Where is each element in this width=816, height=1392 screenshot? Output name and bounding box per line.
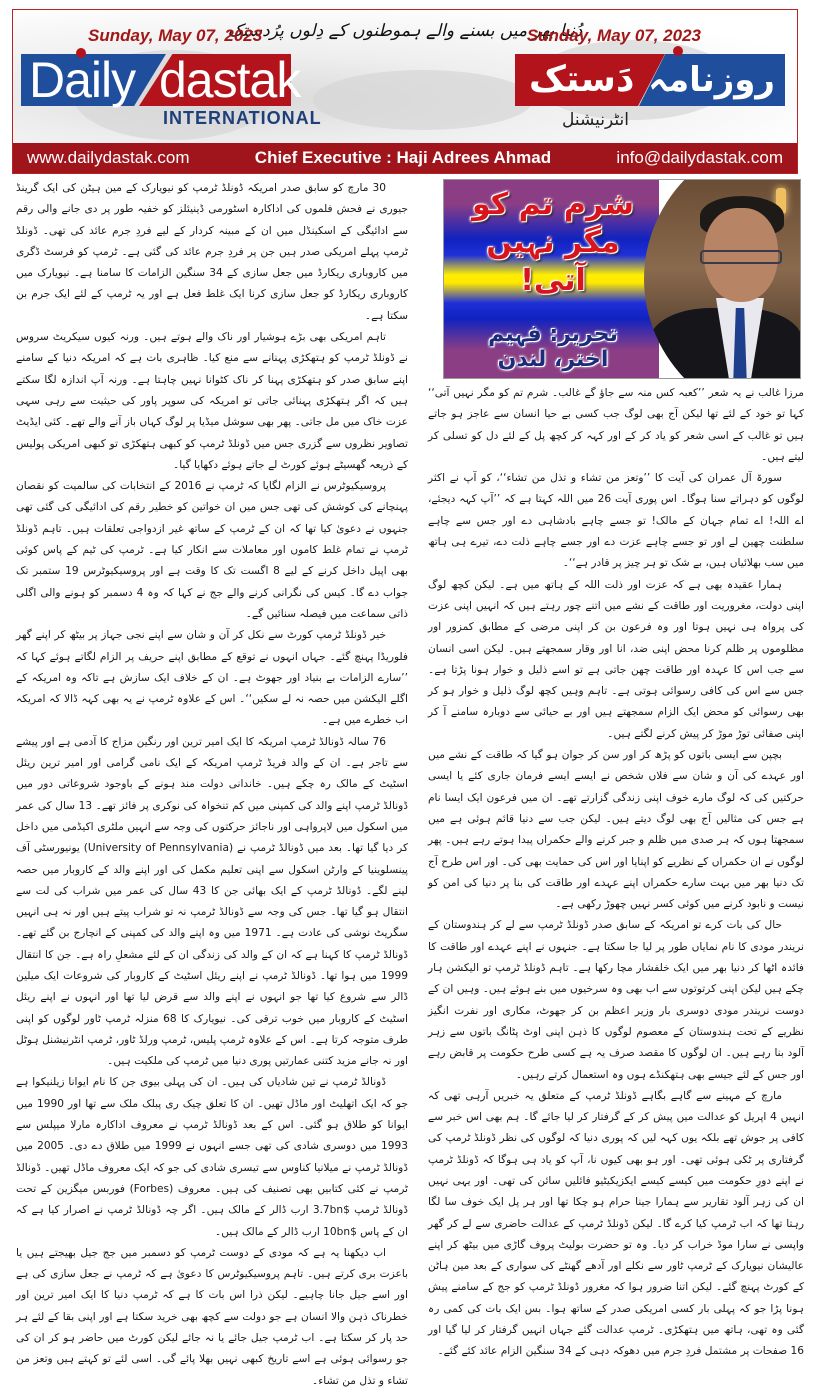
logo-english[interactable] — [21, 52, 301, 108]
article-paragraph: 30 مارچ کو سابق صدر امریکہ ڈونلڈ ٹرمپ کو نیویارک کے مین ہیٹن کی ایک گرینڈ جیوری نے فحش فلموں کی اداکارہ اسٹورمی ڈینیئلز کو خفیہ طور پر دی جانے والی رقم سے ادائیگی کے اسکینڈل میں ان کے مبینہ کردار کے لیے فردِ جرم عائد کی تھی۔ ڈونلڈ ٹرمپ پہلے امریکی صدر ہیں جن پر فردِ جرم عائد کی گئی ہے۔ ٹرمپ کو فرسٹ ڈگری میں کاروباری ریکارڈ میں جعل سازی کے 34 سنگین الزامات کا سامنا ہے۔ نیویارک میں کاروباری ریکارڈ کو جعل سازی کرنا ایک غلط فعل ہے اور یہ ٹرمپ کے لئے ایک جرم بن سکتا ہے۔ — [16, 182, 409, 322]
article-paragraph: خیر ڈونلڈ ٹرمپ کورٹ سے نکل کر آن و شان سے اپنے نجی جہاز پر بیٹھ کر اپنے گھر فلوریڈا پہنچ گئے۔ جہاں انہوں نے توقع کے مطابق اپنے حریف پر الزام لگاتے ہوئے کہا کہ ’’سارے الزامات بے بنیاد اور جھوٹ ہے۔ ان کے خلاف ایک سازش ہے تاکہ وہ امریکہ کے اگلے الیکشن میں حصہ نہ لے سکیں‘‘۔ اس کے علاوہ ٹرمپ نے یہ بھی کہہ ڈالا کہ امریکہ اب خطرے میں ہے۔ — [16, 629, 408, 727]
article-paragraph: ڈونالڈ ٹرمپ نے تین شادیاں کی ہیں۔ ان کی پہلی بیوی جن کا نام ایوانا زیلنیکوا ہے جو کہ ایک اتھلیٹ اور ماڈل تھیں۔ ان کا تعلق چیک ری پبلک ملک سے تھا اور 1990 میں ایوانا کو طلاق ہو گئی۔ اس کے بعد ڈونالڈ ٹرمپ نے معروف اداکارہ مارلا میپلس سے 1993 میں دوسری شادی کی تھی جسے انہوں نے 1999 میں طلاق دے دی۔ 2005 میں ڈونالڈ ٹرمپ نے میلانیا کناوس سے تیسری شادی کی جو کہ ایک معروف ماڈل تھیں۔ ڈونالڈ ٹرمپ نے کئی کتابیں بھی تصنیف کی ہیں۔ معروف (Forbes) فوربس میگزین کے تحت ڈونالڈ ٹرمپ $3.7bn ارب ڈالر کے مالک ہیں۔ اگر چہ ڈونالڈ ٹرمپ نے اصرار کیا ہے کہ ان کے پاس $10bn ارب ڈالر کے مالک ہیں۔ — [16, 1076, 409, 1238]
article-paragraph: ہمارا عقیدہ بھی ہے کہ عزت اور ذلت اللہ کے ہاتھ میں ہے۔ لیکن کچھ لوگ اپنی دولت، مغروریت اور طاقت کے نشے میں اتنے چور رہتے ہیں کہ انہیں اپنی عزت کی پرواہ ہی نہیں ہوتا اور وہ فرعون بن کر اپنی مرضی کے مطابق کمزور اور مظلوموں پر ظلم کرنا محض اپنی ضد، انا اور وقار سمجھتے ہیں۔ لیکن اسی انسان سے جب اس کا عہدہ اور طاقت چھن جاتی ہے تو اسے ذلیل و خوار ہونا پڑتا ہے۔ جس سے اس کی کافی رسوائی ہوتی ہے۔ تاہم وہیں کچھ لوگ ذلیل و خوار ہو کر بھی رسوائی کو محض ایک الزام سمجھتے ہیں اور بے حیائی سے دوبارہ سامنے آ کر اپنی صفائی توڑ موڑ کر پیش کرنے لگتے ہیں۔ — [428, 578, 804, 740]
article-column-right — [428, 383, 804, 1363]
article-paragraph: مارچ کے مہینے سے گاہے بگاہے ڈونلڈ ٹرمپ کے متعلق یہ خبریں آرہی تھی کہ انہیں 4 اپریل کو عدالت میں پیش کر کے گرفتار کر لیا جائے گا۔ ہم بھی اس خبر سے کافی پر جوش تھے بلکہ یوں کہہ لیں کہ پوری دنیا کہ لوگوں کی نظر ڈونلڈ ٹرمپ کی گرفتاری پر ٹکی ہوئی تھی۔ اور ہو بھی کیوں نا، آپ کو یاد ہی ہوگا کہ ڈونلڈ ٹرمپ نے اپنے دورِ حکومت میں کیسے کیسے ایکزیکیٹیو فائلیں سائن کی تھی۔ اور یہی نہیں ان کی زہر آلود تقاریر سے ہمارا جینا حرام ہو چکا تھا اور ہر پل ایک خوف سا لگا رہتا تھا کہ اب ٹرمپ کیا کرے گا۔ لیکن ڈونلڈ ٹرمپ کے عدالت حاضری سے لے کر گھر واپسی نے سارا موڈ خراب کر دیا۔ وہ تو حضرت بولیٹ پروف گاڑی میں بیٹھ کر اپنے عالیشان نیویارک کے ٹرمپ ٹاور سے نکلے اور آدھے گھنٹے کی سواری کے بعد مین ہاٹن کے کورٹ پہنچ گئے۔ لیکن اتنا ضرور ہوا کہ مغرور ڈونلڈ ٹرمپ کو جج کے سامنے پیش ہونا پڑا جو کہ پہلی بار کسی امریکی صدر کے ساتھ ہوا۔ بس ایک بات کی کمی رہ گئی وہ تھی، ہاتھ میں ہتھکڑی۔ ٹرمپ عدالت گئے جہاں انہیں گرفتار کر لیا گیا اور 16 صفحات پر مشتمل فردِ جرم میں دھوکہ دہی کے 34 سنگین الزام عائد کئے گئے۔ — [428, 1089, 804, 1358]
website-link[interactable]: www.dailydastak.com — [27, 148, 190, 167]
glasses — [700, 250, 782, 264]
article-paragraph: مرزا غالب نے یہ شعر ’’کعبہ کس منہ سے جاؤ گے غالب۔ شرم تم کو مگر نہیں آتی‘‘ کہا تو خود کے لئے تھا لیکن آج بھی لوگ جب کسی بے حیا انسان سے عاجز ہو جاتے ہیں تو غالب کے اسی شعر کو یاد کر کے اور کہہ کر کچھ پل کے لئے دل کو تسلی کر لیتے ہیں۔ — [428, 387, 804, 463]
logo-daily-text: Daily — [29, 52, 136, 108]
article-paragraph: اب دیکھنا یہ ہے کہ مودی کے دوست ٹرمپ کو دسمبر میں جج جیل بھیجتے ہیں یا باعزت بری کرتے ہیں۔ تاہم پروسیکیوٹرس کا دعویٰ ہے کہ ٹرمپ نے جعل سازی کی ہے اور اسے جیل جانا چاہیے۔ لیکن ذرا اس بات کا ہے کہ ٹرمپ دنیا کا ایک امیر ترین اور خطرناک ذہن والا انسان ہے جو دولت سے کچھ بھی خرید سکتا ہے اور اپنی بقا کے لئے ہر حد پار کر سکتا ہے۔ اب ٹرمپ جیل جائے یا نہ جائے لیکن کورٹ میں حاضر ہو کر ان کی جو رسوائی ہوئی ہے اسے تاریخ کبھی نہیں بھلا پائے گی۔ اسی لئے تو کہتے ہیں وتعز من تشاء و تذل من تشاء۔ — [16, 1246, 408, 1387]
logo-urdu[interactable] — [515, 54, 785, 106]
column-byline: تحریر: فہیم اختر، لندن — [488, 322, 618, 372]
date-right: Sunday, May 07, 2023 — [526, 26, 701, 45]
info-bar — [13, 143, 797, 173]
author-photo — [644, 180, 801, 378]
date-left: Sunday, May 07, 2023 — [88, 26, 263, 45]
logo-english-subtitle: INTERNATIONAL — [163, 108, 322, 128]
masthead — [12, 9, 798, 174]
article-paragraph: پروسیکیوٹرس نے الزام لگایا کہ ٹرمپ نے 2016 کے انتخابات کی سالمیت کو نقصان پہنچانے کی کوشش کی تھی جس میں ان خواتین کو خطیر رقم کی ادائیگی کی گئی تھی جنہوں نے دعویٰ کیا تھا کہ ان کے ٹرمپ کے ساتھ غیر ازدواجی تعلقات ہیں۔ تاہم ڈونلڈ ٹرمپ نے تمام غلط کاموں اور معاملات سے انکار کیا ہے۔ ٹرمپ کی ٹیم کے پاس کوئی بھی اپیل داخل کرنے کے لیے 8 اگست تک کا وقت ہے اور پروسیکیوٹرس 19 ستمبر تک جواب دے گا۔ کیس کی نگرانی کرنے والے جج نے کہا کہ وہ 4 دسمبر کو ہونے والی اگلی ذاتی سماعت میں فیصلہ سنائیں گے۔ — [16, 480, 408, 620]
masthead-tagline: دُنیا بھر میں بسنے والے ہموطنوں کے دِلوں پرُدستک — [227, 21, 583, 41]
article-paragraph: سورۃ آل عمران کی آیت کا ’’وتعز من تشاء و تذل من تشاء‘‘، کو آپ نے اکثر لوگوں کو دہراتے سنا ہوگا۔ اس پوری آیت 26 میں اللہ کہتا ہے کہ ’’آپ کہہ دیجئے، اے اللہ! اے تمام جہان کے مالک! تو جسے چاہے بادشاہی دے اور جس سے چاہے سلطنت چھین لے اور تو جسے چاہے عزت دے اور جسے چاہے ذلت دے، تیرے ہی ہاتھ میں سب بھلائیاں ہیں، بے شک تو ہر چیز پر قادر ہے‘‘۔ — [428, 472, 804, 570]
logo-urdu-roznama-text: روزنامہ — [648, 60, 775, 100]
logo-urdu-subtitle: انٹرنیشنل — [562, 110, 629, 130]
world-map-background — [313, 70, 533, 130]
article-paragraph: تاہم امریکی بھی بڑے ہوشیار اور ناک والے ہوتے ہیں۔ ورنہ کیوں سیکریٹ سروس نے ڈونلڈ ٹرمپ کو ہتھکڑی پہنانے سے منع کیا۔ ظاہری بات ہے کہ امریکہ دنیا کے سامنے اپنے سابق صدر کو ہتھکڑی پہنا کر ناک کٹوانا نہیں چاہتا ہے۔ ورنہ آپ اندازہ لگا سکتے ہیں کہ اگر ہتھکڑی پہنائی جاتی تو امریکہ کی سوپر پاور کی حیثیت سے رہی سہی عزت خاک میں مل جاتی۔ پھر بھی سوشل میڈیا پر لوگ کہاں باز آنے والے تھے۔ کئی ایڈیٹ تصاویر نظروں سے گزری جس میں ڈونلڈ ٹرمپ کو کبھی ہتھکڑی تو کبھی امریکی پولیس کے ذریعہ گھسیٹے ہوئے کورٹ لے جاتے ہوئے دکھایا گیا۔ — [16, 331, 408, 471]
logo-dot — [673, 46, 683, 56]
column-title: شرم تم کو مگر نہیں آتی! — [471, 187, 635, 298]
email-link[interactable]: info@dailydastak.com — [616, 148, 783, 167]
chief-executive: Chief Executive : Haji Adrees Ahmad — [254, 148, 552, 167]
article-paragraph: بچپن سے ایسی باتوں کو پڑھ کر اور سن کر جوان ہو گیا کہ طاقت کے نشے میں اور عہدے کی آن و شان سے فلاں شخص نے ایسے ایسے فرمان جاری کئے یا ایسی حرکتیں کی کہ لوگ مارے خوف اپنی زندگی گزارتے تھے۔ ان میں فرعون ایک ایسا نام ہے جس کی مثالیں آج بھی لوگ دیتے ہیں۔ لیکن جب سے دنیا قائم ہوئی ہے میں سمجھتا ہوں کہ ہر صدی میں ظلم و جبر کرنے والے حکمراں پیدا ہوتے رہے ہیں۔ پھر لوگوں نے ان حکمراں کے نظریے کو اپنایا اور اس کی حمایت بھی کی۔ اور اس طرح آج تک دنیا بھر میں بہت سارے حکمراں اپنے عہدے اور طاقت کی بنا پر دنیا کی امن کو نیست و نابود کرنے میں کوئی کسر نہیں چھوڑ رکھی ہے۔ — [428, 749, 804, 911]
column-header-image — [443, 179, 801, 379]
article-column-left — [16, 178, 408, 1392]
article-paragraph: 76 سالہ ڈونالڈ ٹرمپ امریکہ کا ایک امیر ترین اور رنگین مزاج کا آدمی ہے اور پیشے سے تاجر ہے۔ ان کے والد فریڈ ٹرمپ امریکہ کے ایک نامی گرامی اور امیر ترین ریئل اسٹیٹ کے مالک رہ چکے ہیں۔ خاندانی دولت مند ہونے کے باوجود شروعاتی دور میں ڈونالڈ ٹرمپ اپنے والد کی کمپنی میں کم تنخواہ کی نوکری پر فائز تھے۔ 13 سال کی عمر میں اسکول میں لاپرواہی اور ناجائز حرکتوں کی وجہ سے انہیں ملٹری اکیڈمی میں داخل کر دیا گیا تھا۔ بعد میں ڈونالڈ ٹرمپ نے (University of Pennsylvania) یونیورسٹی آف پینسلوینیا کے وارٹن اسکول سے اپنی تعلیم مکمل کی اور اپنے والد کے کاروبار میں حصہ لینے لگے۔ ڈونالڈ ٹرمپ کے ایک بھائی جن کا 43 سال کی عمر میں شراب کی لت سے انتقال ہو گیا تھا۔ جس کی وجہ سے ڈونالڈ ٹرمپ نہ تو شراب پیتے ہیں اور نہ ہی انہیں سگریٹ نوشی کی عادت ہے۔ 1971 میں وہ اپنے والد کی کمپنی کے انچارج بن گئے تھے۔ ڈونالڈ ٹرمپ کا کہنا ہے کہ ان کے والد کی زندگی ان کے لئے مشعلِ راہ ہے۔ جن کا انتقال 1999 میں ہوا تھا۔ ڈونالڈ ٹرمپ نے اپنے ریئل اسٹیٹ کے کاروبار کی شروعات ایک میلین ڈالر سے شروع کیا تھا جو انہوں نے اپنے والد سے قرض لیا تھا اور انہوں نے اپنے ریئل اسٹیٹ کے کاروبار میں خوب ترقی کی۔ نیویارک کا 68 منزلہ ٹرمپ ٹاور لوگوں کو اپنی طرف متوجہ کرتا ہے۔ اس کے علاوہ ٹرمپ پلیس، ٹرمپ ورلڈ ٹاور، ٹرمپ انٹرنیشنل ہوٹل اور نہ جانے مزید کتنی عمارتیں پوری دنیا میں ٹرمپ کی ملکیت ہیں۔ — [16, 735, 409, 1068]
logo-urdu-dastak-text: دَستک — [529, 59, 635, 100]
logo-dastak-text: dastak — [159, 52, 301, 108]
article-paragraph: حال کی بات کرے تو امریکہ کے سابق صدر ڈونلڈ ٹرمپ سے لے کر ہندوستان کے نریندر مودی کا نام نمایاں طور پر لیا جا سکتا ہے۔ جنہوں نے اپنے عہدے اور طاقت کا فائدہ اٹھا کر دنیا بھر میں ایک خلفشار مچا رکھا ہے۔ تاہم ڈونلڈ ٹرمپ تو الیکشن ہار چکے ہیں لیکن اپنی کرتوتوں سے اب بھی وہ سرخیوں میں بنے ہوئے ہیں۔ وہیں ان کے دوست نریندر مودی دوسری بار وزیر اعظم بن کر جھوٹ، مکاری اور نفرت انگیز نظریے کے تحت ہندوستان کے معصوم لوگوں کا ذہن اپنی اوٹ پٹانگ باتوں سے زہر آلود بنا رہے ہیں۔ ان لوگوں کا مقصد صرف یہ ہے کسی طرح حکومت پر قابض رہے اور جس کے لئے جیسے بھی ہتھکنڈے ہوں وہ استعمال کرتے رہیں۔ — [428, 919, 804, 1081]
